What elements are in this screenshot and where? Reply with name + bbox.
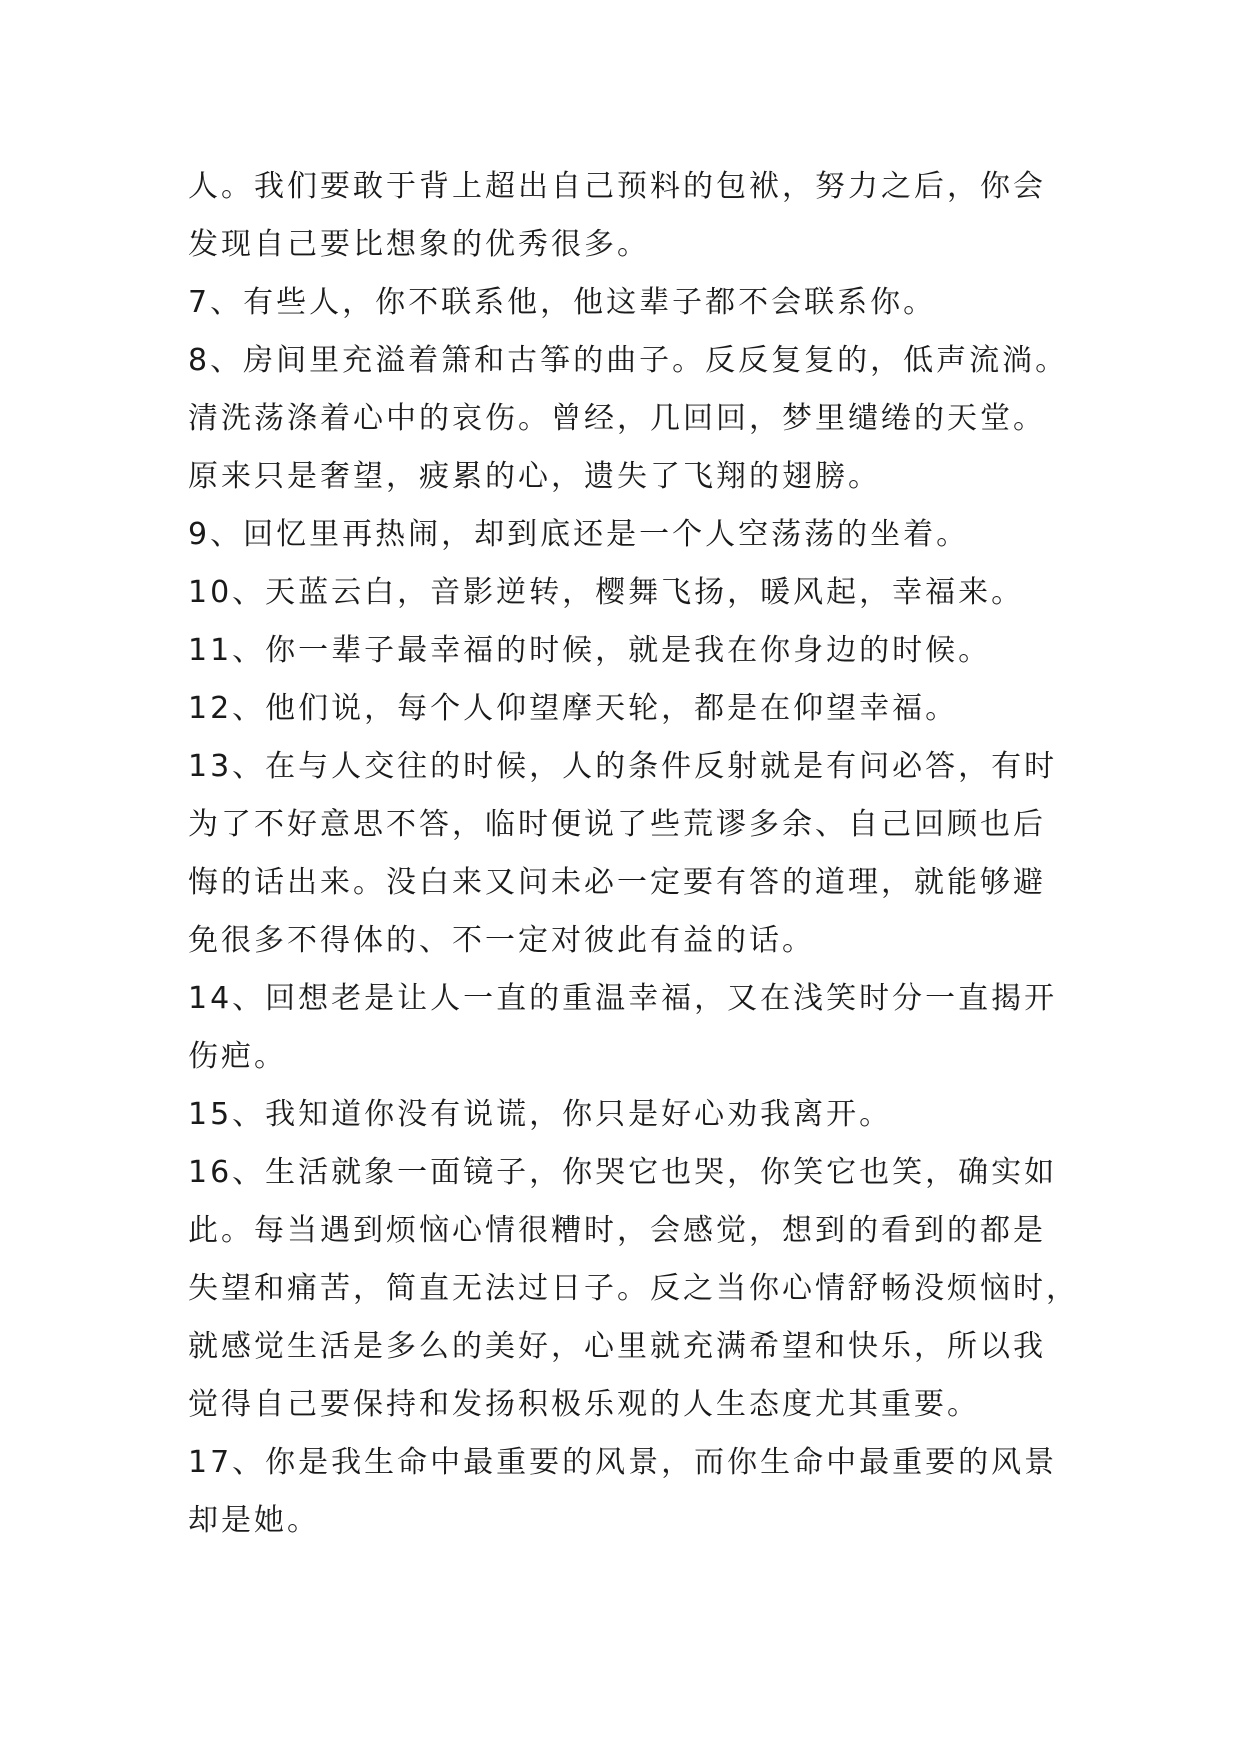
- text-line: 14、回想老是让人一直的重温幸福，又在浅笑时分一直揭开: [188, 981, 1058, 1016]
- text-line: 人。我们要敢于背上超出自己预料的包袱，努力之后，你会: [188, 169, 1046, 204]
- text-line: 15、我知道你没有说谎，你只是好心劝我离开。: [188, 1097, 893, 1132]
- text-line: 13、在与人交往的时候，人的条件反射就是有问必答，有时: [188, 749, 1058, 784]
- text-line: 悔的话出来。没白来又问未必一定要有答的道理，就能够避: [188, 865, 1046, 900]
- text-line: 觉得自己要保持和发扬积极乐观的人生态度尤其重要。: [188, 1387, 980, 1422]
- text-line: 17、你是我生命中最重要的风景，而你生命中最重要的风景: [188, 1445, 1058, 1480]
- text-line: 为了不好意思不答，临时便说了些荒谬多余、自己回顾也后: [188, 807, 1046, 842]
- text-line: 却是她。: [188, 1503, 320, 1538]
- text-line: 此。每当遇到烦恼心情很糟时，会感觉，想到的看到的都是: [188, 1213, 1046, 1248]
- text-line: 免很多不得体的、不一定对彼此有益的话。: [188, 923, 815, 958]
- text-line: 就感觉生活是多么的美好，心里就充满希望和快乐，所以我: [188, 1329, 1046, 1364]
- text-line: 12、他们说，每个人仰望摩天轮，都是在仰望幸福。: [188, 691, 959, 726]
- text-line: 伤疤。: [188, 1039, 287, 1074]
- text-line: 8、房间里充溢着箫和古筝的曲子。反反复复的，低声流淌。: [188, 343, 1069, 378]
- document-body: [188, 158, 1079, 1550]
- text-line: 10、天蓝云白，音影逆转，樱舞飞扬，暖风起，幸福来。: [188, 575, 1025, 610]
- text-line: 清洗荡涤着心中的哀伤。曾经，几回回，梦里缱绻的天堂。: [188, 401, 1046, 436]
- text-line: 11、你一辈子最幸福的时候，就是我在你身边的时候。: [188, 633, 992, 668]
- text-line: 失望和痛苦，简直无法过日子。反之当你心情舒畅没烦恼时，: [188, 1271, 1079, 1306]
- text-line: 发现自己要比想象的优秀很多。: [188, 227, 650, 262]
- text-line: 16、生活就象一面镜子，你哭它也哭，你笑它也笑，确实如: [188, 1155, 1058, 1190]
- text-line: 原来只是奢望，疲累的心，遗失了飞翔的翅膀。: [188, 459, 881, 494]
- text-line: 7、有些人，你不联系他，他这辈子都不会联系你。: [188, 285, 937, 320]
- text-line: 9、回忆里再热闹，却到底还是一个人空荡荡的坐着。: [188, 517, 970, 552]
